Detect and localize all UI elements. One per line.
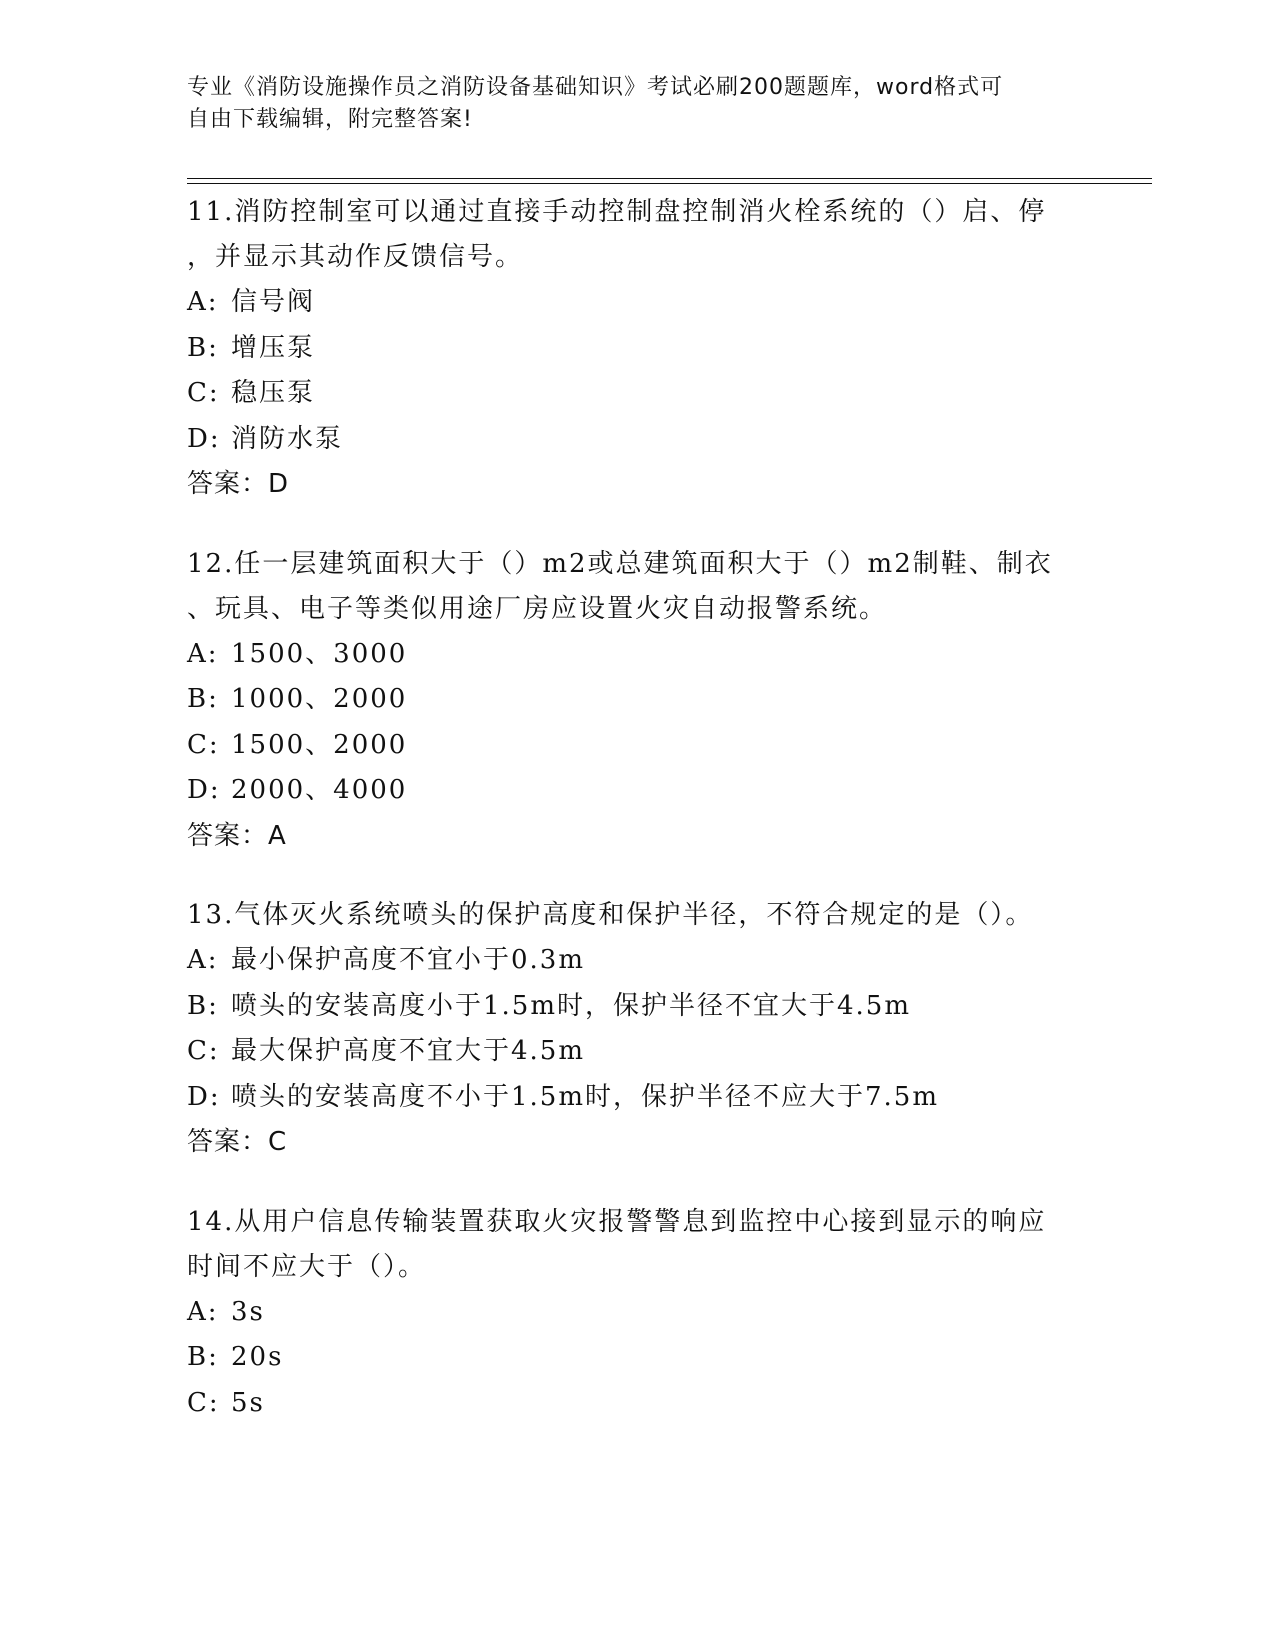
option-key: A: xyxy=(187,638,219,669)
option-c xyxy=(187,371,1087,417)
question-stem-line: 12.任一层建筑面积大于（）m2或总建筑面积大于（）m2制鞋、制衣 xyxy=(187,548,1053,579)
question-14 xyxy=(187,1200,1087,1427)
option-text: 稳压泵 xyxy=(231,378,316,408)
option-text: 20s xyxy=(231,1342,284,1372)
option-c xyxy=(187,1029,1087,1075)
option-key: B: xyxy=(187,332,219,363)
option-key: D: xyxy=(187,1081,221,1112)
question-stem-line: ，并显示其动作反馈信号。 xyxy=(187,242,524,272)
option-text: 2000、4000 xyxy=(231,775,408,805)
option-text: 喷头的安装高度不小于1.5m时，保护半径不应大于7.5m xyxy=(231,1081,940,1112)
option-text: 3s xyxy=(231,1296,265,1327)
option-text: 增压泵 xyxy=(231,332,316,363)
option-key: B: xyxy=(187,1342,219,1372)
option-a xyxy=(187,938,1087,984)
option-a xyxy=(187,280,1087,326)
option-d xyxy=(187,1075,1087,1121)
option-b xyxy=(187,984,1087,1030)
option-key: C: xyxy=(187,378,220,408)
option-key: B: xyxy=(187,990,219,1021)
option-b xyxy=(187,326,1087,372)
option-a xyxy=(187,632,1087,678)
question-11 xyxy=(187,190,1087,508)
question-13 xyxy=(187,893,1087,1166)
header-divider-top xyxy=(187,178,1152,179)
question-stem-line: 13.气体灭火系统喷头的保护高度和保护半径，不符合规定的是（）。 xyxy=(187,900,1034,930)
question-list xyxy=(187,190,1087,1460)
option-c xyxy=(187,1381,1087,1427)
header-title-line-1: 专业《消防设施操作员之消防设备基础知识》考试必刷200题题库，word格式可 xyxy=(187,75,1004,100)
option-key: C: xyxy=(187,1387,220,1418)
option-d xyxy=(187,768,1087,814)
question-stem-line: 时间不应大于（）。 xyxy=(187,1251,427,1282)
question-stem-line: 14.从用户信息传输装置获取火灾报警警息到监控中心接到显示的响应 xyxy=(187,1206,1047,1237)
option-text: 喷头的安装高度小于1.5m时，保护半径不宜大于4.5m xyxy=(231,990,912,1021)
option-a xyxy=(187,1290,1087,1336)
header-divider-bottom xyxy=(187,183,1152,184)
option-text: 信号阀 xyxy=(231,287,316,317)
option-key: C: xyxy=(187,1036,220,1066)
option-key: A: xyxy=(187,287,219,317)
question-stem-line: 、玩具、电子等类似用途厂房应设置火灾自动报警系统。 xyxy=(187,593,888,624)
answer-line: 答案：C xyxy=(187,1127,288,1157)
option-key: A: xyxy=(187,945,219,975)
option-text: 1000、2000 xyxy=(231,684,408,714)
option-key: D: xyxy=(187,423,221,454)
option-text: 1500、3000 xyxy=(231,638,408,669)
answer-line: 答案：D xyxy=(187,469,290,499)
answer-line: 答案：A xyxy=(187,820,287,851)
option-key: D: xyxy=(187,775,221,805)
option-c xyxy=(187,723,1087,769)
question-12 xyxy=(187,542,1087,860)
header-title-line-2: 自由下载编辑，附完整答案! xyxy=(187,107,473,132)
option-text: 5s xyxy=(231,1387,265,1418)
option-text: 消防水泵 xyxy=(231,423,344,454)
option-b xyxy=(187,677,1087,723)
option-text: 1500、2000 xyxy=(231,729,408,760)
option-key: A: xyxy=(187,1296,219,1327)
option-b xyxy=(187,1335,1087,1381)
option-key: B: xyxy=(187,684,219,714)
question-stem-line: 11.消防控制室可以通过直接手动控制盘控制消火栓系统的（）启、停 xyxy=(187,197,1047,227)
option-key: C: xyxy=(187,729,220,760)
option-text: 最大保护高度不宜大于4.5m xyxy=(231,1036,586,1066)
option-text: 最小保护高度不宜小于0.3m xyxy=(231,945,586,975)
document-header xyxy=(187,72,1067,136)
option-d xyxy=(187,417,1087,463)
